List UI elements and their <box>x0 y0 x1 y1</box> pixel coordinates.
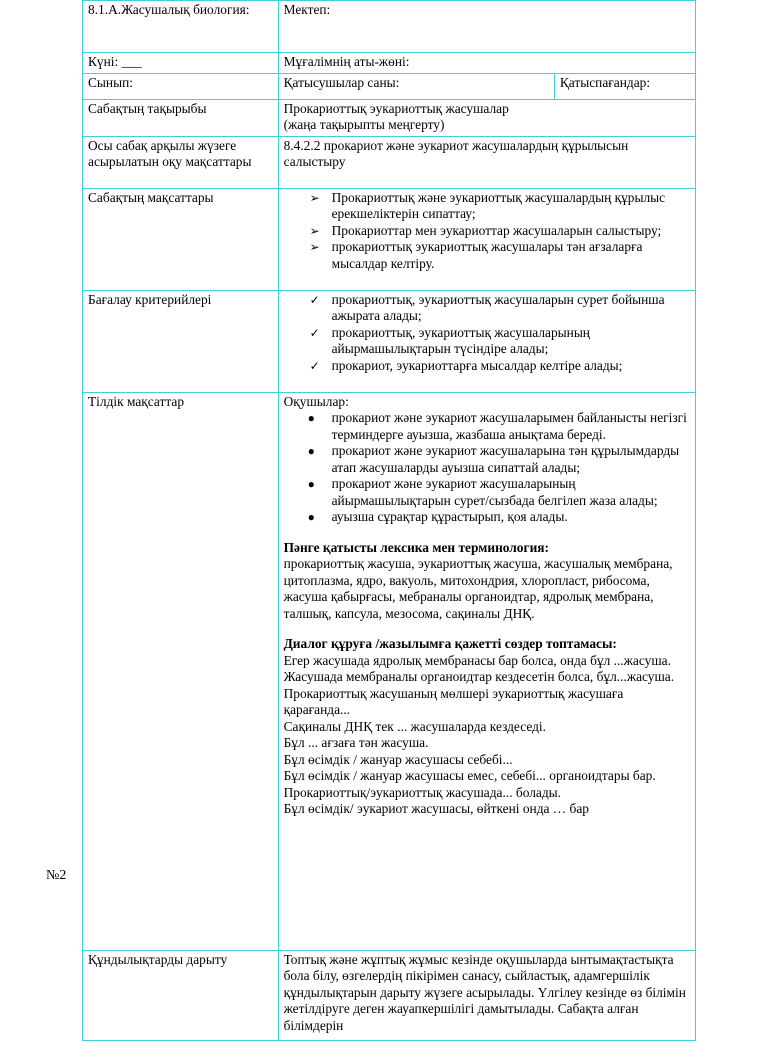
dialog-line: Бұл өсімдік / жануар жасушасы емес, себебі... органоидтары бар. <box>283 768 656 783</box>
objectives-label-cell <box>83 136 279 188</box>
language-goal-item: ● прокариот және эукариот жасушаларымен байланысты негізгі терминдерге ауызша, жазбаша анықтама береді. <box>307 410 687 442</box>
check-bullet-icon: ✓ <box>309 292 320 307</box>
lesson-plan-table <box>82 0 696 1041</box>
criteria-item: ✓ прокариот, эукариоттарға мысалдар келтіре алады; <box>309 357 623 373</box>
language-value-cell <box>278 392 695 950</box>
row-objectives <box>83 136 696 188</box>
aims-item: ➢ Прокариоттар мен эукариоттар жасушаларын салыстыру; <box>309 222 662 238</box>
students-label: Оқушылар: <box>283 393 349 409</box>
aims-item: ➢ прокариоттық эукариоттық жасушалары тән ағзаларға мысалдар келтіру. <box>309 239 643 271</box>
language-goal-item: ● ауызша сұрақтар құрастырып, қоя алады. <box>307 509 568 524</box>
criteria-label: Бағалау критерийлері <box>88 291 212 307</box>
objectives-value: 8.4.2.2 прокариот және эукариот жасушалардың құрылысын салыстыру <box>283 137 629 169</box>
school-cell <box>278 1 695 53</box>
values-label-cell <box>83 950 279 1040</box>
values-text: Топтық және жұптық жұмыс кезінде оқушыларда ынтымақтастықта бола білу, өзгелердің пікірімен санасу, сыйластық, адамгершілік құндылықтарын дарыту жүзеге асырылады. Үлгілеу кезінде өз білімін жетілдіруге деген жауапкершілігі дамытылады. Сабақта алған білімдерін <box>283 951 686 1033</box>
section-text: 8.1.А.Жасушалық биология: <box>88 2 250 17</box>
criteria-value-cell <box>278 290 695 392</box>
page-number: №2 <box>46 868 67 883</box>
row-language <box>83 392 696 950</box>
criteria-item: ✓ прокариоттық, эукариоттық жасушаларын сурет бойынша ажырата алады; <box>309 291 665 323</box>
row-class <box>83 73 696 99</box>
check-bullet-icon: ✓ <box>309 325 320 340</box>
objectives-label: Осы сабақ арқылы жүзеге асырылатын оқу мақсаттары <box>88 137 252 169</box>
criteria-label-cell <box>83 290 279 392</box>
absent-cell <box>554 73 695 99</box>
topic-value-cell <box>278 99 695 136</box>
dialog-line: Прокариоттық/эукариоттық жасушада... болады. <box>283 784 562 800</box>
aims-item: ➢ Прокариоттық және эукариоттық жасушалардың құрылыс ерекшеліктерін сипаттау; <box>309 189 666 221</box>
aims-value-cell <box>278 188 695 290</box>
dot-bullet-icon: ● <box>307 477 315 491</box>
present-cell <box>278 73 554 99</box>
arrow-bullet-icon: ➢ <box>309 240 320 254</box>
class-text: Сынып: <box>88 74 133 90</box>
row-date <box>83 53 696 74</box>
vocab-heading: Пәнге қатысты лексика мен терминология: <box>283 539 550 555</box>
dialog-line: Бұл өсімдік / жануар жасушасы себебі... <box>283 751 513 767</box>
values-label: Құндылықтарды дарыту <box>88 951 228 967</box>
date-cell <box>83 53 279 74</box>
date-text: Күні: ___ <box>88 54 142 69</box>
language-label-cell <box>83 392 279 950</box>
topic-line-1: Прокариоттық эукариоттық жасушалар <box>283 100 509 116</box>
dot-bullet-icon: ● <box>307 444 315 458</box>
teacher-cell <box>278 53 695 74</box>
absent-text: Қатыспағандар: <box>559 74 651 90</box>
topic-line-2: (жаңа тақырыпты меңгерту) <box>283 117 445 132</box>
dialog-line: Бұл өсімдік/ эукариот жасушасы, өйткені онда … бар <box>283 801 589 816</box>
arrow-bullet-icon: ➢ <box>309 190 320 205</box>
language-label: Тілдік мақсаттар <box>88 393 185 409</box>
criteria-item: ✓ прокариоттық, эукариоттық жасушаларының айырмашылықтарын түсіндіре алады; <box>309 324 590 356</box>
section-cell <box>83 1 279 53</box>
criteria-list <box>284 292 690 375</box>
dialog-line: Сақиналы ДНҚ тек ... жасушаларда кездеседі. <box>283 718 546 734</box>
language-goal-item: ● прокариот және эукариот жасушаларына тән құрылымдарды атап жасушаларды ауызша сипаттай алады; <box>307 443 680 475</box>
row-topic <box>83 99 696 136</box>
language-goal-item: ● прокариот және эукариот жасушаларының айырмашылықтарын сурет/сызбада белгілеп жаза алады; <box>307 476 658 508</box>
topic-label: Сабақтың тақырыбы <box>88 100 207 116</box>
present-text: Қатысушылар саны: <box>283 74 400 90</box>
row-values <box>83 950 696 1040</box>
row-section <box>83 1 696 53</box>
check-bullet-icon: ✓ <box>309 358 320 373</box>
teacher-text: Мұғалімнің аты-жөні: <box>283 54 410 69</box>
dialog-line: Бұл ... ағзаға тән жасуша. <box>283 735 429 750</box>
dot-bullet-icon: ● <box>307 411 315 425</box>
aims-label: Сабақтың мақсаттары <box>88 189 214 205</box>
objectives-value-cell <box>278 136 695 188</box>
topic-label-cell <box>83 99 279 136</box>
language-goals-list <box>284 410 690 526</box>
dialog-line: Прокариоттық жасушаның мөлшері эукариоттық жасушаға қарағанда... <box>283 685 624 717</box>
dialog-line: Егер жасушада ядролық мембранасы бар болса, онда бұл ...жасуша. Жасушада мембраналы органоидтар кездесетін болса, бұл...жасуша. <box>283 652 675 684</box>
aims-list <box>284 190 690 273</box>
school-text: Мектеп: <box>283 2 331 17</box>
class-cell <box>83 73 279 99</box>
dot-bullet-icon: ● <box>307 510 315 524</box>
vocab-text: прокариоттық жасуша, эукариоттық жасуша, жасушалық мембрана, цитоплазма, ядро, вакуоль, митохондрия, хлоропласт, рибосома, жасуша қабырғасы, мебраналы органоидтар, ядролық мембрана, талшық, капсула, мезосома, сақиналы ДНҚ. <box>283 556 673 621</box>
values-value-cell <box>278 950 695 1040</box>
arrow-bullet-icon: ➢ <box>309 223 320 238</box>
row-criteria <box>83 290 696 392</box>
dialog-heading: Диалог құруға /жазылымға қажетті сөздер топтамасы: <box>283 636 617 651</box>
row-aims <box>83 188 696 290</box>
aims-label-cell <box>83 188 279 290</box>
